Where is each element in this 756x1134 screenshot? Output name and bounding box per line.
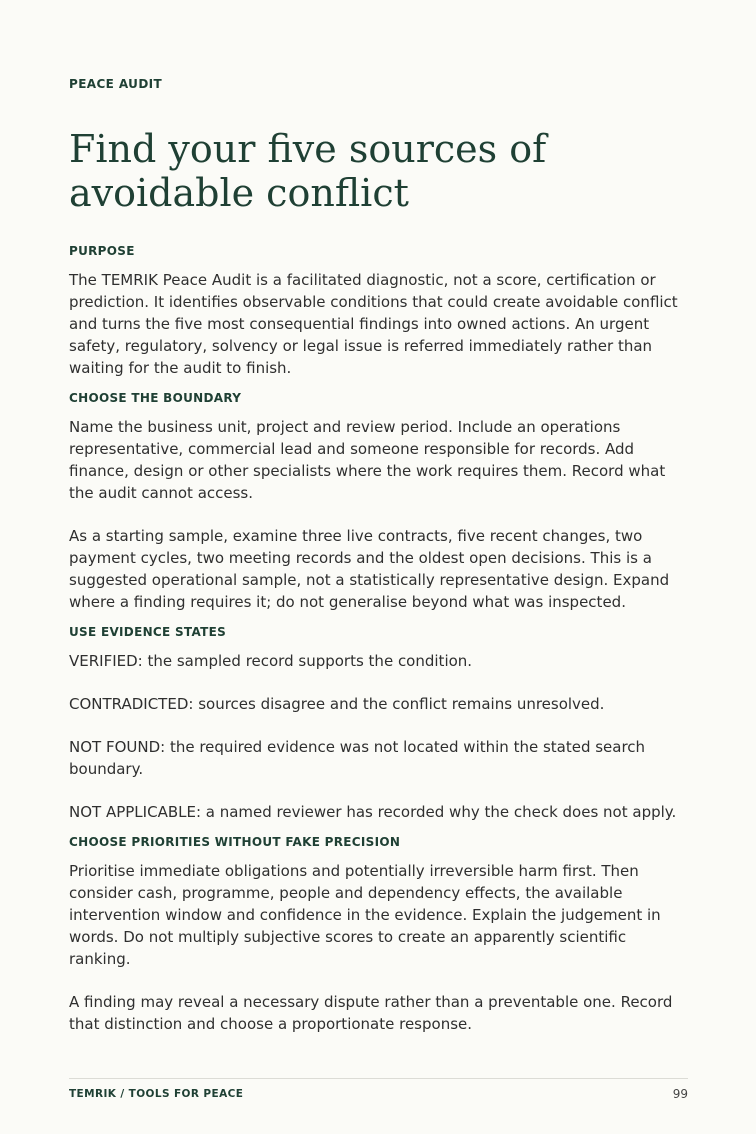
- footer-divider: [69, 1078, 688, 1079]
- document-body: [69, 243, 688, 1046]
- footer-brand: TEMRIK / TOOLS FOR PEACE: [69, 1088, 244, 1100]
- evidence-state-verified: VERIFIED: the sampled record supports the condition.: [69, 652, 473, 670]
- evidence-state-not-found: NOT FOUND: the required evidence was not located within the stated search boundary.: [69, 738, 646, 778]
- section-heading: CHOOSE THE BOUNDARY: [69, 391, 242, 405]
- paragraph: As a starting sample, examine three live contracts, five recent changes, two payment cycles, two meeting records and the oldest open decisions. This is a suggested operational sample, not a statistically representative design. Expand where a finding requires it; do not generalise beyond what was inspected.: [69, 527, 670, 611]
- section-choose-boundary: [69, 390, 688, 613]
- evidence-state-not-applicable: NOT APPLICABLE: a named reviewer has recorded why the check does not apply.: [69, 803, 677, 821]
- evidence-state-contradicted: CONTRADICTED: sources disagree and the conflict remains unresolved.: [69, 695, 605, 713]
- section-evidence-states: [69, 624, 688, 823]
- paragraph: Prioritise immediate obligations and potentially irreversible harm first. Then consider cash, programme, people and dependency effects, the available intervention window and confidence in the evidence. Explain the judgement in words. Do not multiply subjective scores to create an apparently scientific ranking.: [69, 862, 661, 968]
- paragraph: Name the business unit, project and review period. Include an operations representative, commercial lead and someone responsible for records. Add finance, design or other specialists where the work requires them. Record what the audit cannot access.: [69, 418, 666, 502]
- section-priorities: [69, 834, 688, 1035]
- section-heading: CHOOSE PRIORITIES WITHOUT FAKE PRECISION: [69, 835, 401, 849]
- section-eyebrow: PEACE AUDIT: [69, 77, 163, 91]
- page-number: 99: [672, 1087, 688, 1101]
- page-title: Find your five sources of avoidable conflict: [69, 127, 547, 215]
- section-heading: USE EVIDENCE STATES: [69, 625, 227, 639]
- paragraph: A finding may reveal a necessary dispute rather than a preventable one. Record that distinction and choose a proportionate response.: [69, 993, 673, 1033]
- paragraph: The TEMRIK Peace Audit is a facilitated diagnostic, not a score, certification or prediction. It identifies observable conditions that could create avoidable conflict and turns the five most consequential findings into owned actions. An urgent safety, regulatory, solvency or legal issue is referred immediately rather than waiting for the audit to finish.: [69, 271, 678, 377]
- section-heading: PURPOSE: [69, 244, 135, 258]
- section-purpose: [69, 243, 688, 379]
